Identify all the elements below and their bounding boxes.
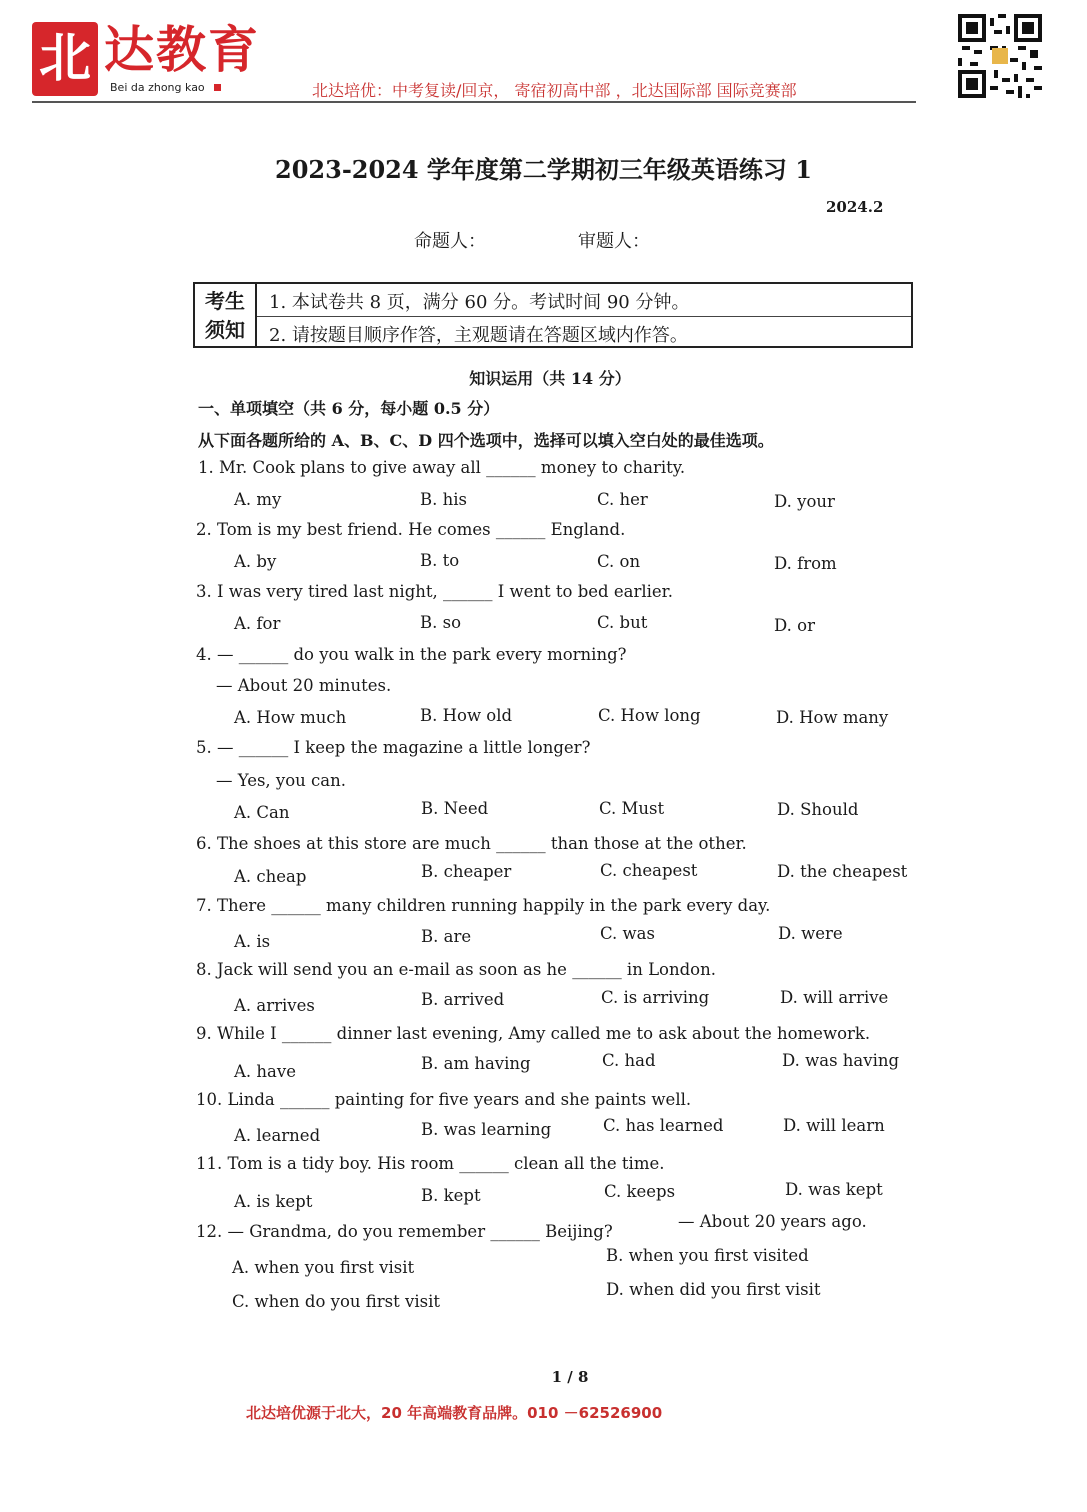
option: B. cheaper — [421, 862, 512, 881]
option: A. my — [234, 490, 282, 509]
notice-label-line2: 须知 — [205, 318, 245, 342]
option: B. kept — [421, 1186, 481, 1205]
option: C. on — [597, 552, 641, 571]
section-title: 知识运用（共 14 分） — [469, 369, 631, 388]
logo-name: 达教育 — [104, 20, 260, 79]
option: D. was having — [782, 1051, 900, 1070]
option: A. is — [234, 932, 271, 951]
option: C. was — [600, 924, 655, 943]
option: A. cheap — [234, 867, 307, 886]
option: C. but — [597, 613, 648, 632]
option: A. How much — [234, 708, 347, 727]
exam-date: 2024.2 — [826, 198, 884, 216]
reviewer-label: 审题人： — [578, 231, 650, 252]
question-stem: 12. — Grandma, do you remember ______ Beijing? — [196, 1222, 613, 1241]
option: D. will learn — [783, 1116, 885, 1135]
header-slogan: 北达培优：中考复读/回京， 寄宿初高中部 ，北达国际部 国际竞赛部 — [312, 81, 797, 100]
option: D. Should — [777, 800, 859, 819]
exam-title: 2023-2024 学年度第二学期初三年级英语练习 1 — [275, 155, 812, 184]
option: A. for — [234, 614, 281, 633]
notice-label-line1: 考生 — [205, 289, 245, 313]
option: C. cheapest — [600, 861, 698, 880]
question-stem: 7. There ______ many children running happily in the park every day. — [196, 896, 771, 915]
question-reply: — About 20 years ago. — [678, 1212, 867, 1231]
option: B. arrived — [421, 990, 505, 1009]
option: C. when do you first visit — [232, 1292, 440, 1311]
notice-item: 2. 请按题目顺序作答，主观题请在答题区域内作答。 — [269, 325, 688, 346]
question-stem: 5. — ______ I keep the magazine a little longer? — [196, 738, 591, 757]
question-stem: 8. Jack will send you an e-mail as soon as he ______ in London. — [196, 960, 716, 979]
option: D. will arrive — [780, 988, 889, 1007]
option: D. the cheapest — [777, 862, 908, 881]
option: C. Must — [599, 799, 665, 818]
page-number: 1 / 8 — [551, 1368, 589, 1386]
option: D. when did you first visit — [606, 1280, 821, 1299]
option: C. How long — [598, 706, 701, 725]
option: B. am having — [421, 1054, 531, 1073]
logo-mark: 北 — [32, 22, 98, 96]
option: D. How many — [776, 708, 889, 727]
option: D. were — [778, 924, 843, 943]
option: A. Can — [234, 803, 290, 822]
question-stem: 3. I was very tired last night, ______ I went to bed earlier. — [196, 582, 673, 601]
question-stem: 11. Tom is a tidy boy. His room ______ clean all the time. — [196, 1154, 665, 1173]
qr-code-icon — [958, 14, 1042, 98]
question-stem: 4. — ______ do you walk in the park every morning? — [196, 645, 627, 664]
option: B. to — [420, 551, 460, 570]
option: D. from — [774, 554, 837, 573]
option: A. by — [234, 552, 277, 571]
option: C. her — [597, 490, 648, 509]
option: B. How old — [420, 706, 513, 725]
option: A. when you first visit — [232, 1258, 415, 1277]
question-stem: 9. While I ______ dinner last evening, Amy called me to ask about the homework. — [196, 1024, 871, 1043]
setter-label: 命题人： — [414, 231, 486, 252]
logo-square-icon — [214, 84, 221, 91]
option: B. Need — [421, 799, 489, 818]
header-divider — [32, 101, 916, 103]
option: B. when you first visited — [606, 1246, 809, 1265]
notice-divider — [257, 316, 911, 317]
question-stem: 2. Tom is my best friend. He comes ______ England. — [196, 520, 626, 539]
option: D. your — [774, 492, 835, 511]
option: D. was kept — [785, 1180, 883, 1199]
part-title: 一、单项填空（共 6 分，每小题 0.5 分） — [198, 399, 500, 418]
option: D. or — [774, 616, 815, 635]
notice-item: 1. 本试卷共 8 页，满分 60 分。考试时间 90 分钟。 — [269, 292, 690, 313]
instruction: 从下面各题所给的 A、B、C、D 四个选项中，选择可以填入空白处的最佳选项。 — [198, 431, 774, 450]
option: A. arrives — [234, 996, 315, 1015]
notice-label — [195, 284, 257, 346]
option: A. learned — [234, 1126, 321, 1145]
option: B. his — [420, 490, 467, 509]
option: A. have — [234, 1062, 296, 1081]
question-stem: 1. Mr. Cook plans to give away all ______ money to charity. — [198, 458, 686, 477]
option: B. was learning — [421, 1120, 552, 1139]
question-reply: — Yes, you can. — [216, 771, 347, 790]
option: C. is arriving — [601, 988, 710, 1007]
option: C. has learned — [603, 1116, 724, 1135]
footer-advert: 北达培优源于北大，20 年高端教育品牌。010 －62526900 — [246, 1404, 663, 1422]
notice-table — [193, 282, 913, 348]
question-reply: — About 20 minutes. — [216, 676, 392, 695]
question-stem: 10. Linda ______ painting for five years and she paints well. — [196, 1090, 692, 1109]
option: A. is kept — [234, 1192, 313, 1211]
option: B. so — [420, 613, 462, 632]
question-stem: 6. The shoes at this store are much ______ than those at the other. — [196, 834, 747, 853]
option: C. keeps — [604, 1182, 676, 1201]
logo-pinyin: Bei da zhong kao — [110, 81, 205, 94]
option: C. had — [602, 1051, 656, 1070]
option: B. are — [421, 927, 472, 946]
